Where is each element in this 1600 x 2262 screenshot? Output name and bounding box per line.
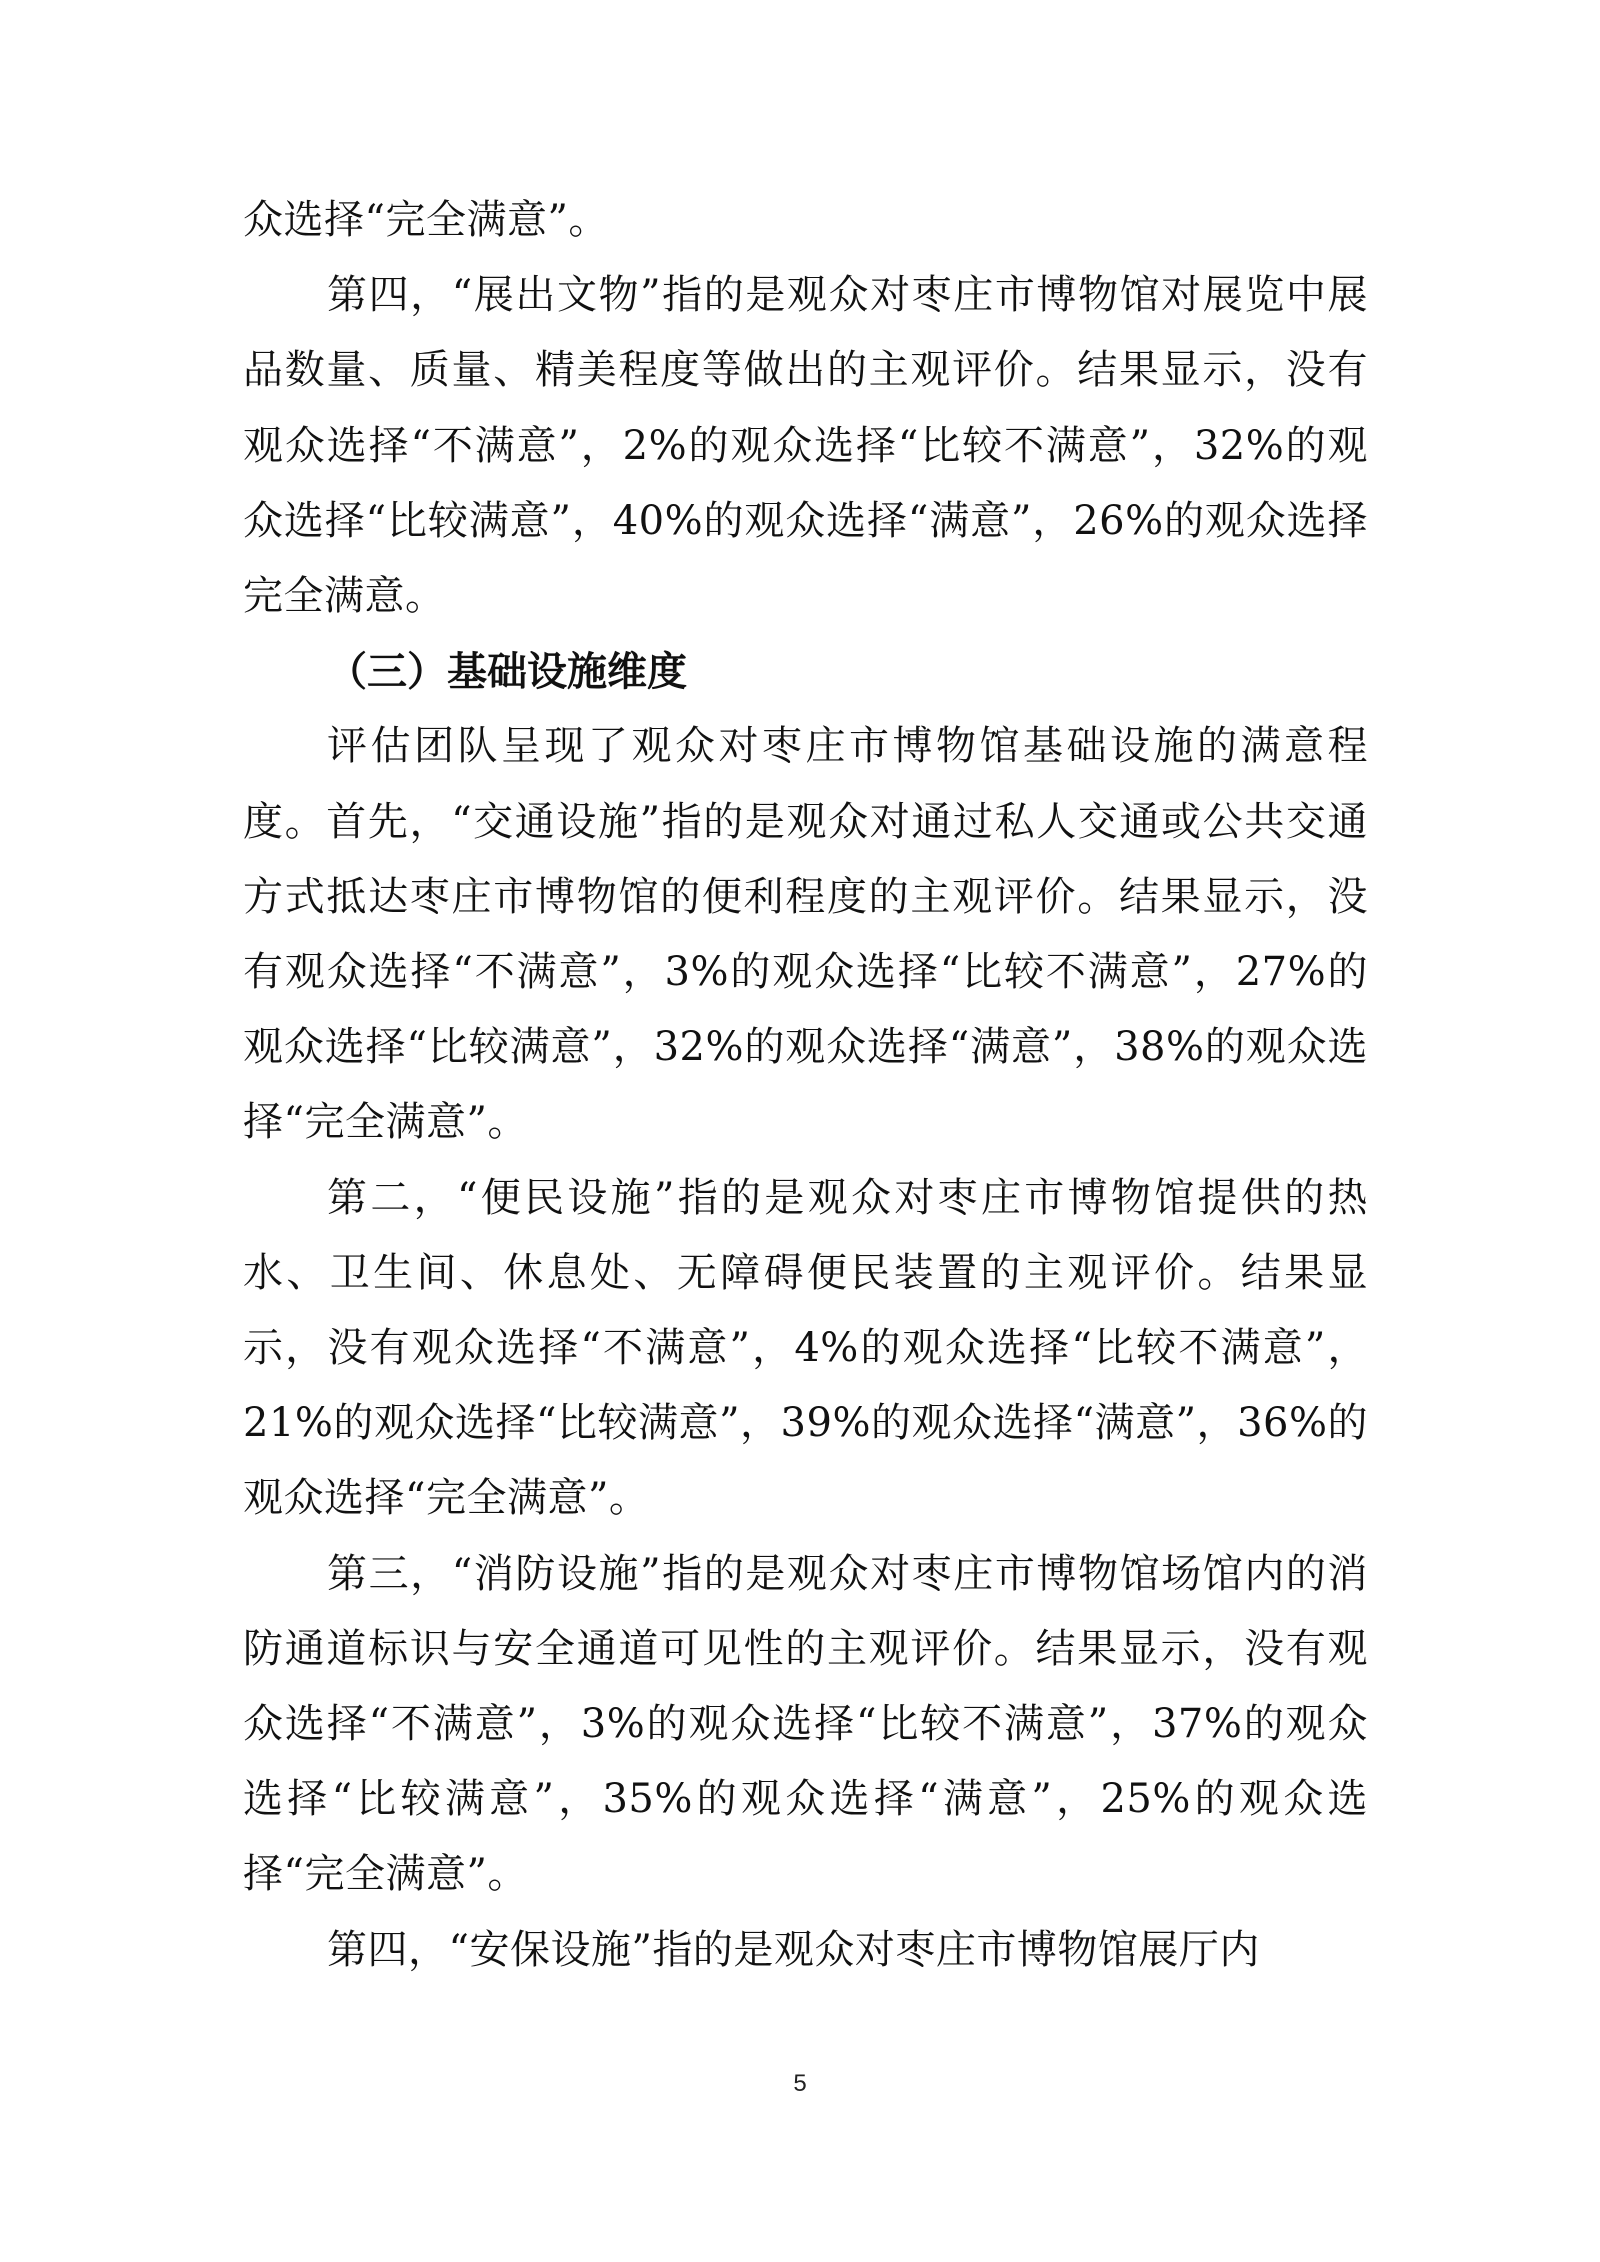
paragraph-security: 第四，“安保设施”指的是观众对枣庄市博物馆展厅内 xyxy=(327,1926,1260,1973)
paragraph-amenities: 第二，“便民设施”指的是观众对枣庄市博物馆提供的热水、卫生间、休息处、无障碍便民装置的主观评价。结果显示，没有观众选择“不满意”，4%的观众选择“比较不满意”，21%的观众选择“比较满意”，39%的观众选择“满意”，36%的观众选择“完全满意”。 xyxy=(243,1174,1368,1522)
paragraph-fire-safety: 第三，“消防设施”指的是观众对枣庄市博物馆场馆内的消防通道标识与安全通道可见性的主观评价。结果显示，没有观众选择“不满意”，3%的观众选择“比较不满意”，37%的观众选择“比较满意”，35%的观众选择“满意”，25%的观众选择“完全满意”。 xyxy=(243,1550,1368,1898)
section-heading: （三）基础设施维度 xyxy=(327,648,687,696)
body-text xyxy=(243,183,1368,1988)
page-number: 5 xyxy=(793,2070,807,2097)
paragraph-continuation: 众选择“完全满意”。 xyxy=(243,197,609,243)
paragraph-exhibits: 第四，“展出文物”指的是观众对枣庄市博物馆对展览中展品数量、质量、精美程度等做出的主观评价。结果显示，没有观众选择“不满意”，2%的观众选择“比较不满意”，32%的观众选择“比较满意”，40%的观众选择“满意”，26%的观众选择完全满意。 xyxy=(243,272,1368,620)
paragraph-transport: 评估团队呈现了观众对枣庄市博物馆基础设施的满意程度。首先，“交通设施”指的是观众对通过私人交通或公共交通方式抵达枣庄市博物馆的便利程度的主观评价。结果显示，没有观众选择“不满意”，3%的观众选择“比较不满意”，27%的观众选择“比较满意”，32%的观众选择“满意”，38%的观众选择“完全满意”。 xyxy=(243,723,1368,1146)
